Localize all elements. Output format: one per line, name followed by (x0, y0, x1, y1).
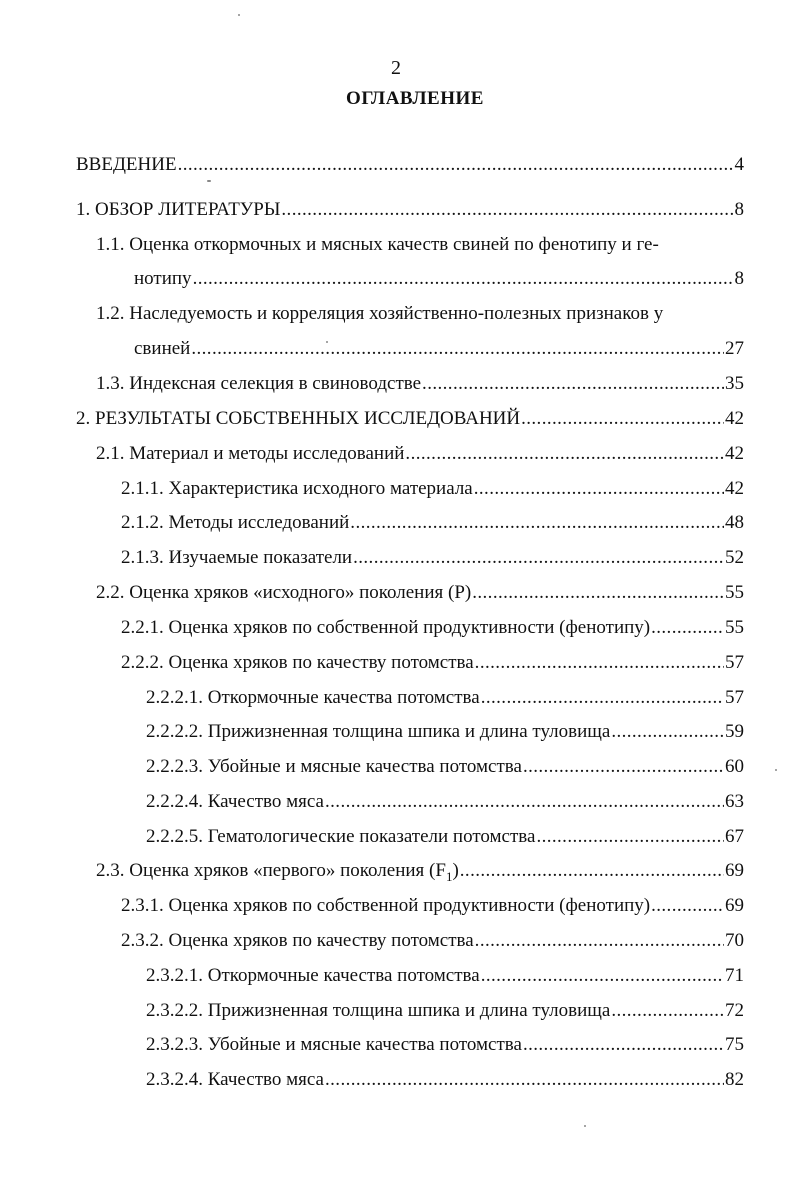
toc-entry-page: 48 (725, 512, 744, 533)
toc-entry-2-2-2-2[interactable] (146, 720, 744, 744)
toc-entry-2-3-2-2[interactable] (146, 999, 744, 1023)
toc-entry-label: нотипу (134, 268, 192, 289)
toc-entry-page: 55 (725, 617, 744, 638)
scan-speck (584, 1125, 586, 1127)
toc-entry-label: 2.3.2.1. Откормочные качества потомства (146, 965, 480, 986)
dot-leader (611, 999, 724, 1023)
toc-entry-page: 75 (725, 1034, 744, 1055)
toc-entry-page: 82 (725, 1069, 744, 1090)
dot-leader (523, 755, 724, 779)
toc-entry-page: 42 (725, 443, 744, 464)
dot-leader (472, 581, 724, 605)
subscript: 1 (445, 868, 453, 884)
toc-entry-2-2-2-1[interactable] (146, 686, 744, 710)
toc-entry-label: 2.1. Материал и методы исследований (96, 443, 405, 464)
toc-entry-2-2-2-4[interactable] (146, 790, 744, 814)
dot-leader (193, 267, 734, 291)
scan-speck (326, 341, 328, 343)
dot-leader (475, 929, 724, 953)
toc-entry-label: 2.3. Оценка хряков «первого» поколения $(F_1)$ (96, 860, 459, 884)
dot-leader (422, 372, 724, 396)
toc-entry-page: 71 (725, 965, 744, 986)
toc-entry-page: 63 (725, 791, 744, 812)
toc-entry-page: 35 (725, 373, 744, 394)
dot-leader (651, 894, 724, 918)
toc-entry-2-3-2-1[interactable] (146, 964, 744, 988)
dot-leader (611, 720, 724, 744)
toc-entry-introduction[interactable] (76, 153, 744, 177)
toc-entry-page: 4 (734, 154, 744, 175)
toc-entry-2-2[interactable] (96, 581, 744, 605)
toc-entry-chapter-2[interactable] (76, 407, 744, 431)
toc-entry-label: 2.3.1. Оценка хряков по собственной продуктивности (фенотипу) (121, 895, 651, 916)
dot-leader (481, 686, 724, 710)
page-title: ОГЛАВЛЕНИЕ (346, 88, 484, 109)
toc-entry-page: 59 (725, 721, 744, 742)
toc-entry-label: 2. РЕЗУЛЬТАТЫ СОБСТВЕННЫХ ИССЛЕДОВАНИЙ (76, 408, 521, 429)
toc-entry-label: 2.2.1. Оценка хряков по собственной продуктивности (фенотипу) (121, 617, 651, 638)
toc-entry-page: 8 (734, 268, 744, 289)
toc-entry-page: 70 (725, 930, 744, 951)
dot-leader (350, 511, 724, 535)
scan-speck (207, 180, 211, 182)
dot-leader (481, 964, 724, 988)
toc-entry-1-1[interactable] (134, 267, 744, 291)
toc-entry-label: 2.2.2.3. Убойные и мясные качества потомства (146, 756, 522, 777)
dot-leader (474, 477, 724, 501)
toc-entry-label: 2.2.2.4. Качество мяса (146, 791, 324, 812)
toc-entry-page: 72 (725, 1000, 744, 1021)
toc-entry-2-1-2[interactable] (121, 511, 744, 535)
toc-entry-1-3[interactable] (96, 372, 744, 396)
toc-entry-1-2-line1[interactable]: 1.2. Наследуемость и корреляция хозяйственно-полезных признаков у (96, 303, 664, 324)
dot-leader (191, 337, 724, 361)
toc-entry-label: 2.2.2.1. Откормочные качества потомства (146, 687, 480, 708)
toc-entry-page: 27 (725, 338, 744, 359)
dot-leader (281, 198, 733, 222)
toc-entry-2-3-2[interactable] (121, 929, 744, 953)
toc-entry-2-1-3[interactable] (121, 546, 744, 570)
toc-entry-label: 2.3.2. Оценка хряков по качеству потомства (121, 930, 474, 951)
dot-leader (651, 616, 724, 640)
toc-entry-2-1-1[interactable] (121, 477, 744, 501)
toc-entry-2-3[interactable] (96, 859, 744, 889)
toc-entry-label: 2.1.3. Изучаемые показатели (121, 547, 353, 568)
toc-entry-page: 57 (725, 652, 744, 673)
toc-entry-2-3-1[interactable] (121, 894, 744, 918)
toc-entry-label: свиней (134, 338, 191, 359)
dot-leader (460, 859, 724, 883)
dot-leader (523, 1033, 724, 1057)
dot-leader (475, 651, 724, 675)
toc-entry-2-3-2-4[interactable] (146, 1068, 744, 1092)
dot-leader (536, 825, 724, 849)
toc-entry-2-1[interactable] (96, 442, 744, 466)
toc-entry-page: 52 (725, 547, 744, 568)
toc-entry-label: 2.1.1. Характеристика исходного материала (121, 478, 473, 499)
toc-entry-label: ВВЕДЕНИЕ (76, 154, 177, 175)
dot-leader (405, 442, 724, 466)
toc-entry-1-1-line1[interactable]: 1.1. Оценка откормочных и мясных качеств свиней по фенотипу и ге- (96, 234, 659, 255)
toc-entry-2-2-1[interactable] (121, 616, 744, 640)
page-number: 2 (391, 57, 401, 79)
toc-entry-label: 2.2.2.5. Гематологические показатели потомства (146, 826, 536, 847)
toc-entry-page: 69 (725, 860, 744, 881)
dot-leader (521, 407, 724, 431)
dot-leader (353, 546, 724, 570)
toc-entry-1-2[interactable] (134, 337, 744, 361)
toc-entry-page: 67 (725, 826, 744, 847)
scan-speck (238, 14, 240, 16)
toc-entry-2-3-2-3[interactable] (146, 1033, 744, 1057)
toc-entry-label: 2.1.2. Методы исследований (121, 512, 350, 533)
toc-entry-page: 8 (734, 199, 744, 220)
toc-entry-2-2-2[interactable] (121, 651, 744, 675)
dot-leader (325, 790, 724, 814)
toc-entry-label: 2.2.2.2. Прижизненная толщина шпика и длина туловища (146, 721, 611, 742)
toc-entry-2-2-2-3[interactable] (146, 755, 744, 779)
toc-entry-chapter-1[interactable] (76, 198, 744, 222)
toc-entry-page: 42 (725, 408, 744, 429)
toc-entry-label: 2.3.2.2. Прижизненная толщина шпика и длина туловища (146, 1000, 611, 1021)
toc-entry-page: 60 (725, 756, 744, 777)
dot-leader (178, 153, 734, 177)
toc-entry-page: 57 (725, 687, 744, 708)
scan-speck (775, 769, 777, 771)
dot-leader (325, 1068, 724, 1092)
toc-entry-label: 1.3. Индексная селекция в свиноводстве (96, 373, 422, 394)
toc-entry-label: 2.2. Оценка хряков «исходного» поколения (Р) (96, 582, 472, 603)
toc-entry-label: 2.3.2.4. Качество мяса (146, 1069, 324, 1090)
toc-entry-label: 1. ОБЗОР ЛИТЕРАТУРЫ (76, 199, 281, 220)
toc-entry-page: 55 (725, 582, 744, 603)
toc-entry-label: 2.2.2. Оценка хряков по качеству потомства (121, 652, 474, 673)
toc-entry-page: 69 (725, 895, 744, 916)
toc-entry-page: 42 (725, 478, 744, 499)
toc-entry-2-2-2-5[interactable] (146, 825, 744, 849)
toc-entry-label: 2.3.2.3. Убойные и мясные качества потомства (146, 1034, 522, 1055)
